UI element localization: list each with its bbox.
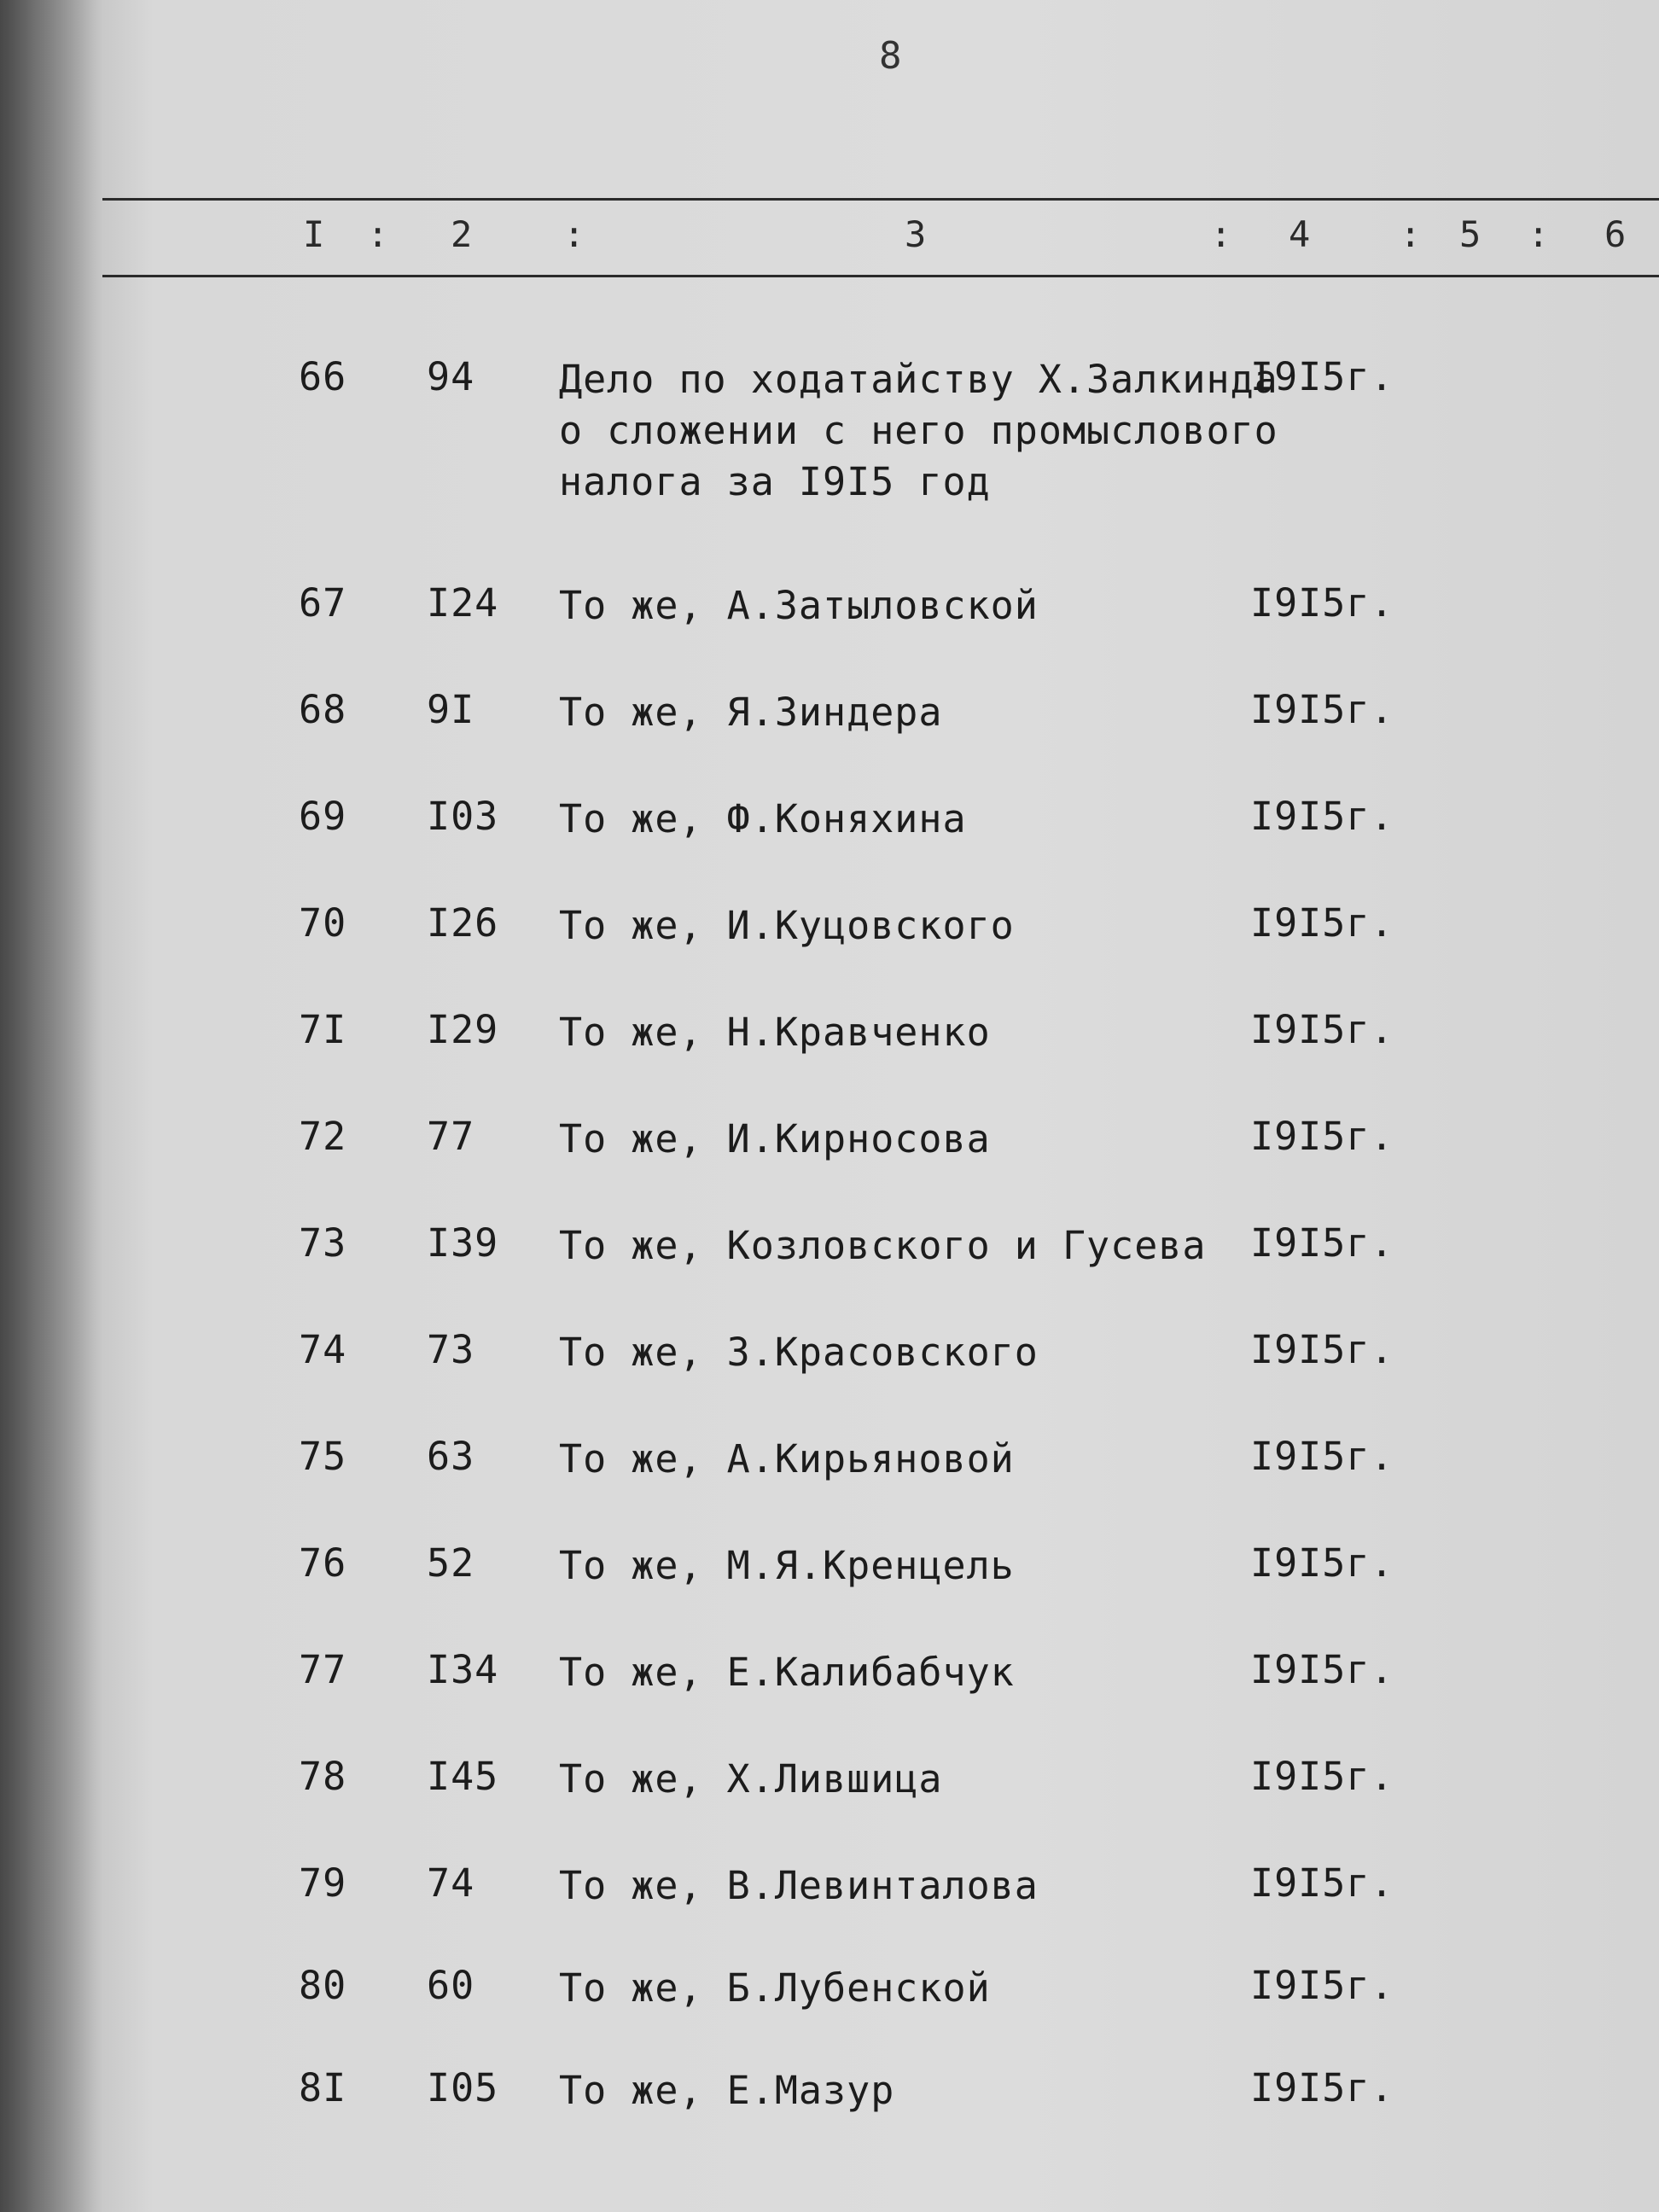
row-title-line: о сложении с него промыслового <box>559 408 1278 453</box>
row-number: 70 <box>299 900 347 946</box>
row-number: 69 <box>299 794 347 839</box>
row-title-line: То же, Ф.Коняхина <box>559 796 967 841</box>
row-title-line: налога за I9I5 год <box>559 459 991 504</box>
row-year: I9I5г. <box>1250 794 1394 839</box>
row-title-line: То же, Я.Зиндера <box>559 690 943 735</box>
row-year: I9I5г. <box>1250 1540 1394 1586</box>
row-reference: 9I <box>427 687 475 732</box>
header-col-4: 4 <box>1289 213 1311 255</box>
row-number: 73 <box>299 1220 347 1266</box>
row-number: 74 <box>299 1327 347 1372</box>
row-reference: 52 <box>427 1540 475 1586</box>
row-title-line: То же, И.Куцовского <box>559 903 1015 948</box>
row-title-line: То же, З.Красовского <box>559 1330 1039 1375</box>
row-title <box>559 1754 942 1805</box>
row-reference: I03 <box>427 794 499 839</box>
row-reference: I26 <box>427 900 499 946</box>
row-reference: I24 <box>427 580 499 626</box>
row-title-line: Дело по ходатайству Х.Залкинда <box>559 357 1278 402</box>
row-title <box>559 1963 991 2014</box>
row-reference: 60 <box>427 1963 475 2008</box>
row-year: I9I5г. <box>1250 900 1394 946</box>
row-title-line: То же, Б.Лубенской <box>559 1965 991 2011</box>
row-reference: 94 <box>427 354 475 399</box>
row-title <box>559 687 942 738</box>
row-number: 77 <box>299 1647 347 1692</box>
row-number: 68 <box>299 687 347 732</box>
row-title <box>559 1434 1015 1485</box>
row-number: 67 <box>299 580 347 626</box>
row-number: 79 <box>299 1860 347 1906</box>
row-title-line: То же, Е.Калибабчук <box>559 1650 1015 1695</box>
row-year: I9I5г. <box>1250 1007 1394 1052</box>
row-title-line: То же, Е.Мазур <box>559 2068 895 2113</box>
row-year: I9I5г. <box>1250 580 1394 626</box>
row-year: I9I5г. <box>1250 1114 1394 1159</box>
row-title-line: То же, А.Кирьяновой <box>559 1436 1015 1481</box>
row-title <box>559 1540 1015 1592</box>
row-title <box>559 1220 1207 1272</box>
row-number: 75 <box>299 1434 347 1479</box>
row-year: I9I5г. <box>1250 354 1394 399</box>
page-binding-shadow <box>0 0 102 2212</box>
row-title-line: То же, М.Я.Кренцель <box>559 1543 1015 1588</box>
row-year: I9I5г. <box>1250 687 1394 732</box>
row-number: 7I <box>299 1007 347 1052</box>
row-year: I9I5г. <box>1250 1647 1394 1692</box>
row-title-line: То же, Козловского и Гусева <box>559 1223 1207 1268</box>
header-col-5: 5 <box>1459 213 1481 255</box>
row-title <box>559 1327 1039 1378</box>
header-col-2: 2 <box>451 213 473 255</box>
row-number: 8I <box>299 2065 347 2110</box>
row-title-line: То же, И.Кирносова <box>559 1116 991 1161</box>
row-year: I9I5г. <box>1250 1220 1394 1266</box>
header-separator: : <box>1528 213 1550 255</box>
header-col-1: I <box>303 213 325 255</box>
header-separator: : <box>1210 213 1232 255</box>
row-title <box>559 1007 991 1058</box>
page-number: 8 <box>879 34 902 78</box>
row-year: I9I5г. <box>1250 1860 1394 1906</box>
header-separator: : <box>563 213 585 255</box>
row-number: 80 <box>299 1963 347 2008</box>
row-title <box>559 580 1039 632</box>
row-reference: 63 <box>427 1434 475 1479</box>
row-title <box>559 1860 1039 1912</box>
row-title <box>559 354 1278 508</box>
row-reference: I05 <box>427 2065 499 2110</box>
row-reference: 74 <box>427 1860 475 1906</box>
row-title-line: То же, Х.Лившица <box>559 1756 943 1802</box>
row-number: 66 <box>299 354 347 399</box>
row-title <box>559 794 967 845</box>
row-title-line: То же, В.Левинталова <box>559 1863 1039 1908</box>
row-reference: I29 <box>427 1007 499 1052</box>
row-title <box>559 900 1015 952</box>
row-number: 76 <box>299 1540 347 1586</box>
row-year: I9I5г. <box>1250 2065 1394 2110</box>
row-year: I9I5г. <box>1250 1963 1394 2008</box>
row-reference: I39 <box>427 1220 499 1266</box>
row-title-line: То же, А.Затыловской <box>559 583 1039 628</box>
row-year: I9I5г. <box>1250 1754 1394 1799</box>
row-title <box>559 1114 991 1165</box>
row-number: 72 <box>299 1114 347 1159</box>
row-reference: I34 <box>427 1647 499 1692</box>
header-rule-bottom <box>102 275 1659 277</box>
header-separator: : <box>1400 213 1422 255</box>
header-col-6: 6 <box>1604 213 1627 255</box>
row-title-line: То же, Н.Кравченко <box>559 1010 991 1055</box>
header-rule-top <box>102 198 1659 201</box>
row-reference: 77 <box>427 1114 475 1159</box>
header-col-3: 3 <box>905 213 927 255</box>
row-reference: 73 <box>427 1327 475 1372</box>
row-year: I9I5г. <box>1250 1327 1394 1372</box>
row-title <box>559 2065 894 2116</box>
row-title <box>559 1647 1015 1698</box>
header-separator: : <box>367 213 389 255</box>
row-year: I9I5г. <box>1250 1434 1394 1479</box>
row-number: 78 <box>299 1754 347 1799</box>
row-reference: I45 <box>427 1754 499 1799</box>
